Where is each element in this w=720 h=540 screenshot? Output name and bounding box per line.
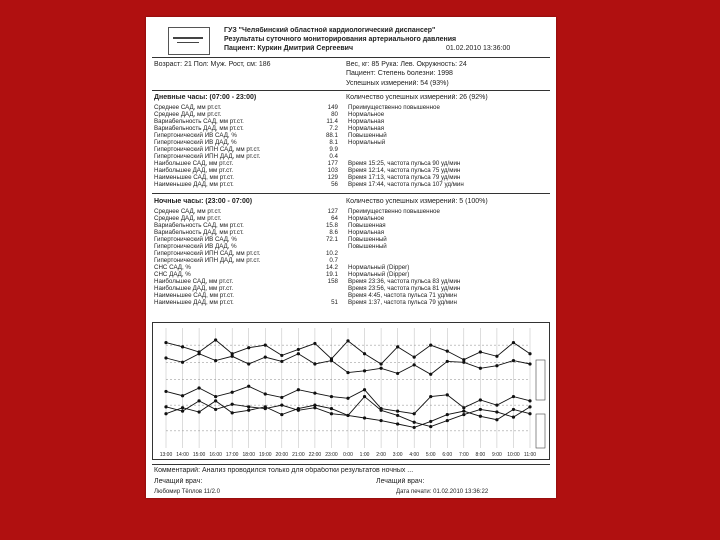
stat-row <box>152 215 550 222</box>
data-point <box>330 407 333 410</box>
data-point <box>197 399 200 402</box>
data-point <box>214 399 217 402</box>
bp-chart <box>152 322 550 460</box>
data-point <box>181 361 184 364</box>
data-point <box>181 410 184 413</box>
stat-label: Гипертонический ИВ ДАД, % <box>154 243 237 250</box>
x-tick-label: 13:00 <box>159 452 173 458</box>
data-point <box>363 352 366 355</box>
data-point <box>280 354 283 357</box>
stat-value: 9.9 <box>329 146 338 153</box>
data-point <box>479 408 482 411</box>
data-point <box>197 352 200 355</box>
day-divider <box>152 90 550 91</box>
stat-comment: Время 17:44, частота пульса 107 уд/мин <box>348 181 464 188</box>
data-point <box>462 410 465 413</box>
stat-comment: Повышенный <box>348 236 387 243</box>
stat-label: Гипертонический ИВ САД, % <box>154 236 237 243</box>
stat-comment: Время 15:25, частота пульса 90 уд/мин <box>348 160 461 167</box>
data-point <box>247 362 250 365</box>
stat-row <box>152 271 550 278</box>
data-point <box>164 341 167 344</box>
data-point <box>297 407 300 410</box>
data-point <box>429 425 432 428</box>
data-point <box>396 410 399 413</box>
data-point <box>363 369 366 372</box>
data-point <box>313 404 316 407</box>
data-point <box>446 360 449 363</box>
x-tick-label: 14:00 <box>176 452 189 458</box>
data-point <box>479 350 482 353</box>
stat-value: 103 <box>327 167 338 174</box>
data-point <box>363 395 366 398</box>
x-tick-label: 23:00 <box>325 452 338 458</box>
stat-comment: Нормальный (Dipper) <box>348 271 410 278</box>
stat-row <box>152 146 550 153</box>
data-point <box>446 393 449 396</box>
stat-label: Наибольшее САД, мм рт.ст. <box>154 160 234 167</box>
data-point <box>379 362 382 365</box>
report-subtitle: Результаты суточного мониторирования артериального давления <box>224 36 457 43</box>
data-point <box>181 345 184 348</box>
stat-value: 51 <box>331 299 338 306</box>
data-point <box>528 405 531 408</box>
data-point <box>313 362 316 365</box>
stat-value: 72.1 <box>325 236 338 243</box>
report-date: 01.02.2010 13:36:00 <box>446 45 511 52</box>
data-point <box>495 364 498 367</box>
data-point <box>264 344 267 347</box>
stat-label: Среднее САД, мм рт.ст. <box>154 104 222 111</box>
chart-grid <box>166 328 530 448</box>
data-point <box>528 352 531 355</box>
data-point <box>181 406 184 409</box>
footer-comment: Комментарий: Анализ проводился только для обработки результатов ночных ... <box>154 467 414 474</box>
data-point <box>280 404 283 407</box>
data-point <box>247 409 250 412</box>
data-point <box>164 405 167 408</box>
x-tick-label: 21:00 <box>292 452 305 458</box>
stat-label: Наибольшее ДАД, мм рт.ст. <box>154 285 234 292</box>
stat-comment: Нормальное <box>348 215 385 222</box>
info-line-6: Успешных измерений: 54 (93%) <box>346 80 449 87</box>
stat-row <box>152 285 550 292</box>
data-point <box>197 386 200 389</box>
data-point <box>247 405 250 408</box>
data-point <box>429 420 432 423</box>
x-tick-label: 10:00 <box>507 452 520 458</box>
data-point <box>429 373 432 376</box>
stat-row <box>152 111 550 118</box>
data-point <box>446 413 449 416</box>
clinic-logo <box>168 27 210 55</box>
data-point <box>247 346 250 349</box>
stat-value: 88.1 <box>325 132 338 139</box>
x-tick-label: 2:00 <box>376 452 386 458</box>
stat-label: Среднее САД, мм рт.ст. <box>154 208 222 215</box>
stat-comment: Нормальный <box>348 139 386 146</box>
data-point <box>231 391 234 394</box>
chart-x-ticks <box>160 452 537 458</box>
stat-label: Гипертонический ИВ ДАД, % <box>154 139 237 146</box>
data-point <box>346 371 349 374</box>
data-point <box>528 412 531 415</box>
footer-left: Лечащий врач: <box>154 478 203 485</box>
stat-value: 14.2 <box>325 264 338 271</box>
x-tick-label: 20:00 <box>275 452 289 458</box>
stat-value: 0.7 <box>329 257 338 264</box>
stat-row <box>152 174 550 181</box>
info-line-2: Вес, кг: 85 Рука: Лев. Окружность: 24 <box>346 61 467 68</box>
data-point <box>429 395 432 398</box>
data-point <box>495 355 498 358</box>
data-point <box>214 338 217 341</box>
stat-label: Вариабельность ДАД, мм рт.ст. <box>154 229 244 236</box>
data-point <box>346 339 349 342</box>
data-point <box>512 359 515 362</box>
stat-label: Гипертонический ИВ САД, % <box>154 132 237 139</box>
stat-comment: Нормальное <box>348 111 385 118</box>
x-tick-label: 11:00 <box>523 452 537 458</box>
stat-row <box>152 236 550 243</box>
footer-foot-right: Дата печати: 01.02.2010 13:36:22 <box>396 489 489 495</box>
stat-row <box>152 292 550 299</box>
stat-comment: Преимущественно повышенное <box>348 104 440 111</box>
data-point <box>197 410 200 413</box>
data-point <box>429 344 432 347</box>
data-point <box>214 395 217 398</box>
stat-label: Гипертонический ИПН САД, мм рт.ст. <box>154 250 261 257</box>
data-point <box>346 397 349 400</box>
stat-row <box>152 167 550 174</box>
stat-value: 129 <box>327 174 338 181</box>
data-point <box>396 422 399 425</box>
data-point <box>446 419 449 422</box>
stat-comment: Нормальный (Dipper) <box>348 264 410 271</box>
stat-comment: Нормальная <box>348 118 385 125</box>
day-count: Количество успешных измерений: 26 (92%) <box>346 94 488 101</box>
data-point <box>297 348 300 351</box>
data-point <box>231 411 234 414</box>
x-tick-label: 9:00 <box>492 452 502 458</box>
stat-row <box>152 299 550 306</box>
stat-label: Наименьшее ДАД, мм рт.ст. <box>154 299 234 306</box>
header-divider <box>152 57 550 58</box>
stat-row <box>152 125 550 132</box>
data-point <box>231 355 234 358</box>
stat-comment: Нормальная <box>348 229 385 236</box>
stat-comment: Повышенный <box>348 132 387 139</box>
stat-row <box>152 118 550 125</box>
data-point <box>247 385 250 388</box>
stat-row <box>152 257 550 264</box>
data-point <box>512 341 515 344</box>
x-tick-label: 4:00 <box>409 452 420 458</box>
data-point <box>462 361 465 364</box>
stat-row <box>152 160 550 167</box>
x-tick-label: 8:00 <box>475 452 486 458</box>
data-point <box>396 414 399 417</box>
stat-value: 158 <box>327 278 338 285</box>
data-point <box>330 412 333 415</box>
report-page <box>146 17 556 498</box>
data-point <box>214 408 217 411</box>
data-point <box>479 415 482 418</box>
data-point <box>231 403 234 406</box>
stat-label: Вариабельность САД, мм рт.ст. <box>154 222 244 229</box>
data-point <box>379 419 382 422</box>
stat-value: 149 <box>327 104 338 111</box>
side-label-box-bottom <box>536 414 545 448</box>
data-point <box>396 345 399 348</box>
stat-label: Гипертонический ИПН САД, мм рт.ст. <box>154 146 261 153</box>
patient-name: Пациент: Куркин Дмитрий Сергеевич <box>224 45 354 52</box>
night-title: Ночные часы: (23:00 - 07:00) <box>154 198 253 205</box>
stat-label: Наименьшее САД, мм рт.ст. <box>154 292 234 299</box>
stat-label: Среднее ДАД, мм рт.ст. <box>154 215 222 222</box>
data-point <box>363 416 366 419</box>
data-point <box>363 388 366 391</box>
x-tick-label: 6:00 <box>442 452 453 458</box>
data-point <box>280 360 283 363</box>
data-point <box>413 363 416 366</box>
data-point <box>379 367 382 370</box>
stat-value: 15.8 <box>325 222 338 229</box>
footer-foot-left: Любомир Тёплов 11/2.0 <box>154 489 220 495</box>
data-point <box>479 367 482 370</box>
stat-comment: Время 23:56, частота пульса 81 уд/мин <box>348 285 461 292</box>
data-point <box>512 416 515 419</box>
stat-value: 7.2 <box>329 125 338 132</box>
stat-value: 56 <box>331 181 338 188</box>
data-point <box>313 342 316 345</box>
day-title: Дневные часы: (07:00 - 23:00) <box>154 94 257 101</box>
data-point <box>462 413 465 416</box>
x-tick-label: 1:00 <box>359 452 370 458</box>
data-point <box>495 418 498 421</box>
data-point <box>181 394 184 397</box>
stat-value: 64 <box>331 215 338 222</box>
stat-value: 0.4 <box>329 153 338 160</box>
stat-value: 10.2 <box>325 250 338 257</box>
data-point <box>330 359 333 362</box>
data-point <box>413 421 416 424</box>
x-tick-label: 18:00 <box>242 452 255 458</box>
data-point <box>264 356 267 359</box>
org-name: ГУЗ "Челябинский областной кардиологический диспансер" <box>224 27 436 34</box>
night-divider <box>152 193 550 194</box>
x-tick-label: 22:00 <box>308 452 322 458</box>
x-tick-label: 5:00 <box>425 452 436 458</box>
stat-label: Наименьшее САД, мм рт.ст. <box>154 174 234 181</box>
stat-row <box>152 229 550 236</box>
stat-value: 127 <box>327 208 338 215</box>
stat-comment: Преимущественно повышенное <box>348 208 440 215</box>
data-point <box>297 388 300 391</box>
x-tick-label: 16:00 <box>209 452 222 458</box>
data-point <box>379 409 382 412</box>
stat-comment: Время 1:37, частота пульса 79 уд/мин <box>348 299 457 306</box>
data-point <box>164 390 167 393</box>
x-tick-label: 19:00 <box>259 452 272 458</box>
data-point <box>413 412 416 415</box>
data-point <box>264 405 267 408</box>
x-tick-label: 7:00 <box>458 452 469 458</box>
data-point <box>164 356 167 359</box>
night-count: Количество успешных измерений: 5 (100%) <box>346 198 488 205</box>
stat-row <box>152 153 550 160</box>
data-point <box>413 426 416 429</box>
stat-row <box>152 132 550 139</box>
stat-label: Гипертонический ИПН ДАД, мм рт.ст. <box>154 153 261 160</box>
data-point <box>214 359 217 362</box>
stat-row <box>152 139 550 146</box>
footer-right: Лечащий врач: <box>376 478 425 485</box>
data-point <box>280 396 283 399</box>
stat-value: 177 <box>327 160 338 167</box>
data-point <box>528 362 531 365</box>
stat-comment: Время 4:45, частота пульса 71 уд/мин <box>348 292 457 299</box>
data-point <box>313 392 316 395</box>
stat-value: 8.1 <box>329 139 338 146</box>
x-tick-label: 15:00 <box>192 452 206 458</box>
data-point <box>512 408 515 411</box>
data-point <box>495 410 498 413</box>
stat-label: Вариабельность ДАД, мм рт.ст. <box>154 125 244 132</box>
stat-label: Гипертонический ИПН ДАД, мм рт.ст. <box>154 257 261 264</box>
stat-label: Наибольшее САД, мм рт.ст. <box>154 278 234 285</box>
data-point <box>346 414 349 417</box>
stat-row <box>152 278 550 285</box>
data-point <box>280 413 283 416</box>
stat-comment: Повышенная <box>348 222 386 229</box>
stat-row <box>152 208 550 215</box>
x-tick-label: 17:00 <box>225 452 239 458</box>
stat-value: 19.1 <box>325 271 338 278</box>
stat-row <box>152 264 550 271</box>
stat-row <box>152 250 550 257</box>
data-point <box>264 392 267 395</box>
stat-label: Наименьшее ДАД, мм рт.ст. <box>154 181 234 188</box>
info-line-4: Пациент: Степень болезни: 1998 <box>346 70 453 77</box>
data-point <box>297 352 300 355</box>
stat-row <box>152 104 550 111</box>
data-point <box>512 395 515 398</box>
stat-comment: Время 23:36, частота пульса 83 уд/мин <box>348 278 461 285</box>
info-line-1: Возраст: 21 Пол: Муж. Рост, см: 186 <box>154 61 271 68</box>
stat-row <box>152 222 550 229</box>
data-point <box>396 372 399 375</box>
data-point <box>528 399 531 402</box>
stat-label: Наибольшее ДАД, мм рт.ст. <box>154 167 234 174</box>
stat-value: 11.4 <box>326 118 338 125</box>
stat-row <box>152 243 550 250</box>
x-tick-label: 0:00 <box>343 452 353 458</box>
stat-label: СНС ДАД, % <box>154 271 191 278</box>
stat-comment: Время 12:14, частота пульса 75 уд/мин <box>348 167 461 174</box>
stat-row <box>152 181 550 188</box>
data-point <box>446 350 449 353</box>
stat-label: СНС САД, % <box>154 264 191 271</box>
data-point <box>330 395 333 398</box>
footer-divider <box>152 464 550 465</box>
x-tick-label: 3:00 <box>392 452 403 458</box>
stat-value: 80 <box>331 111 338 118</box>
data-point <box>413 356 416 359</box>
stat-value: 8.6 <box>329 229 338 236</box>
stat-label: Среднее ДАД, мм рт.ст. <box>154 111 222 118</box>
data-point <box>462 406 465 409</box>
data-point <box>495 404 498 407</box>
data-point <box>164 412 167 415</box>
stat-comment: Повышенный <box>348 243 387 250</box>
data-point <box>479 398 482 401</box>
stat-comment: Время 17:13, частота пульса 79 уд/мин <box>348 174 461 181</box>
side-label-box-top <box>536 360 545 400</box>
stat-comment: Нормальная <box>348 125 385 132</box>
stat-label: Вариабельность САД, мм рт.ст. <box>154 118 244 125</box>
